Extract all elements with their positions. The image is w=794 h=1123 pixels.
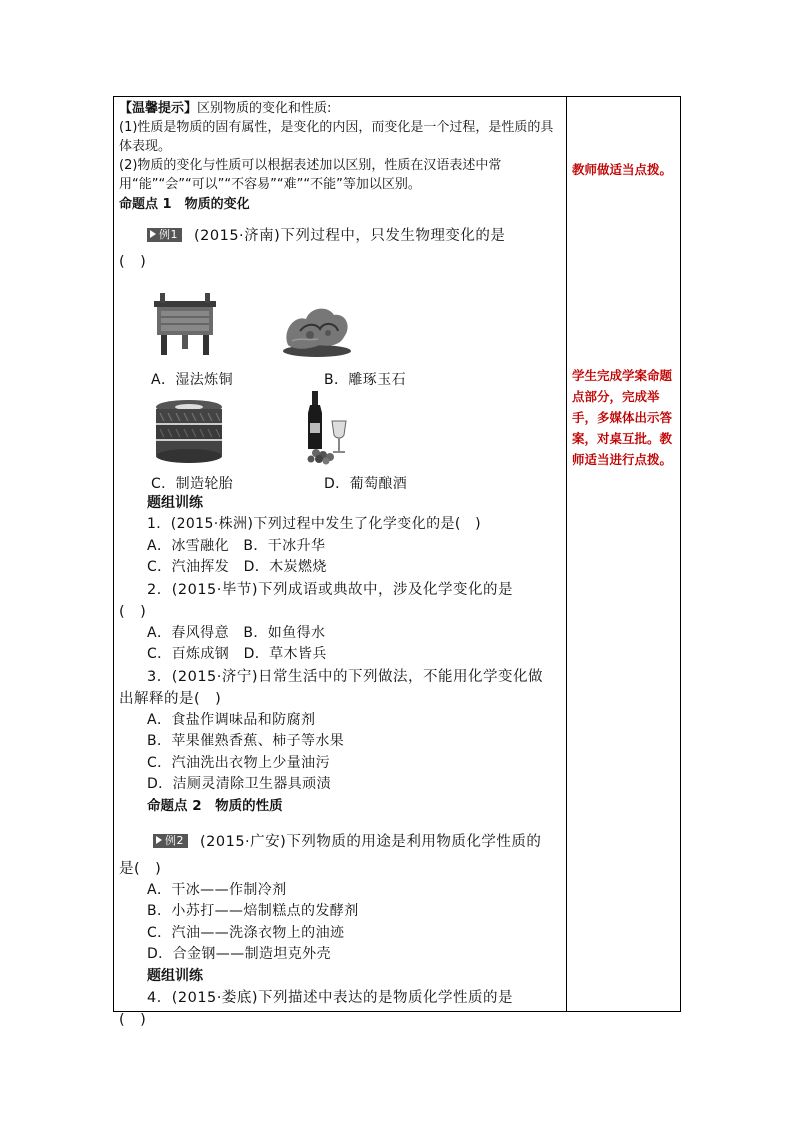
example1-option-d: D．葡萄酿酒: [324, 476, 408, 492]
q2-options-ab: A．春风得意 B．如鱼得水: [147, 624, 326, 641]
bronze-vessel-icon: [152, 293, 218, 357]
tip-title: 区别物质的变化和性质:: [197, 101, 332, 116]
example1-option-b: B．雕琢玉石: [324, 372, 407, 388]
example2-option-d: D．合金钢——制造坦克外壳: [147, 946, 331, 962]
example1-question: [119, 225, 559, 247]
example1-paren: ( ): [119, 254, 147, 270]
tip-label: 【温馨提示】: [119, 101, 198, 116]
q2-options-cd: C．百炼成钢 D．草木皆兵: [147, 646, 327, 662]
example1-option-c: C．制造轮胎: [151, 476, 234, 492]
q4: 4．(2015·娄底)下列描述中表达的是物质化学性质的是: [147, 989, 514, 1006]
play-triangle-icon: [150, 230, 156, 238]
q1: 1．(2015·株洲)下列过程中发生了化学变化的是( ): [147, 516, 482, 532]
q3-option-b: B．苹果催熟香蕉、柿子等水果: [147, 733, 345, 749]
column-divider: [566, 97, 567, 1011]
point2-title: 命题点 2 物质的性质: [147, 797, 283, 814]
example2-tag: 例2: [153, 834, 188, 848]
q1-options-cd: C．汽油挥发 D．木炭燃烧: [147, 559, 327, 575]
q2: 2．(2015·毕节)下列成语或典故中，涉及化学变化的是: [147, 581, 514, 598]
example2-stem: 下列物质的用途是利用物质化学性质的: [286, 833, 542, 850]
q2-paren: ( ): [119, 603, 147, 620]
jade-carving-icon: [280, 301, 354, 357]
q3-option-a: A．食盐作调味品和防腐剂: [147, 711, 316, 728]
teacher-note-2: 学生完成学案命题点部分，完成举手，多媒体出示答案，对桌互批。教师适当进行点拨。: [572, 368, 673, 467]
point1-title: 命题点 1 物质的变化: [119, 197, 250, 212]
q3: 3．(2015·济宁)日常生活中的下列做法，不能用化学变化做: [147, 668, 544, 685]
practice-block: [119, 493, 559, 1031]
lesson-table: [113, 96, 681, 1028]
tire-stack-icon: [154, 399, 224, 465]
example2-option-a: A．干冰——作制冷剂: [147, 881, 287, 898]
teacher-note-1: 教师做适当点拨。: [572, 162, 673, 177]
q3-option-c: C．汽油洗出衣物上少量油污: [147, 754, 330, 771]
content-column: [119, 99, 559, 273]
example1-stem: 下列过程中，只发生物理变化的是: [280, 228, 506, 244]
group2-title: 题组训练: [147, 967, 203, 984]
example2-source: (2015·广安): [200, 833, 287, 850]
q3-continued: 出解释的是( ): [119, 690, 222, 707]
wine-grapes-icon: [302, 391, 352, 465]
q1-options-ab: A．冰雪融化 B．干冰升华: [147, 537, 326, 554]
example1-tag: 例1: [147, 228, 182, 242]
play-triangle-icon: [156, 836, 162, 844]
example2-option-b: B．小苏打——焙制糕点的发酵剂: [147, 903, 359, 919]
q3-option-d: D．洁厕灵清除卫生器具顽渍: [147, 776, 331, 792]
example2-option-c: C．汽油——洗涤衣物上的油迹: [147, 924, 345, 941]
q4-paren: ( ): [119, 1011, 147, 1028]
tip-line-2: (2)物质的变化与性质可以根据表述加以区别，性质在汉语表述中常用“能”“会”“可以”“不容易”“难”“不能”等加以区别。: [119, 158, 502, 192]
example1-source: (2015·济南): [194, 228, 281, 244]
example1-option-a: A．湿法炼铜: [151, 372, 233, 388]
tip-line-1: (1)性质是物质的固有属性，是变化的内因，而变化是一个过程，是性质的具体表现。: [119, 120, 554, 154]
example2-continued: 是( ): [119, 860, 162, 877]
example2-question: [119, 831, 559, 853]
group1-title: 题组训练: [147, 495, 203, 511]
tip-heading: [119, 99, 559, 118]
